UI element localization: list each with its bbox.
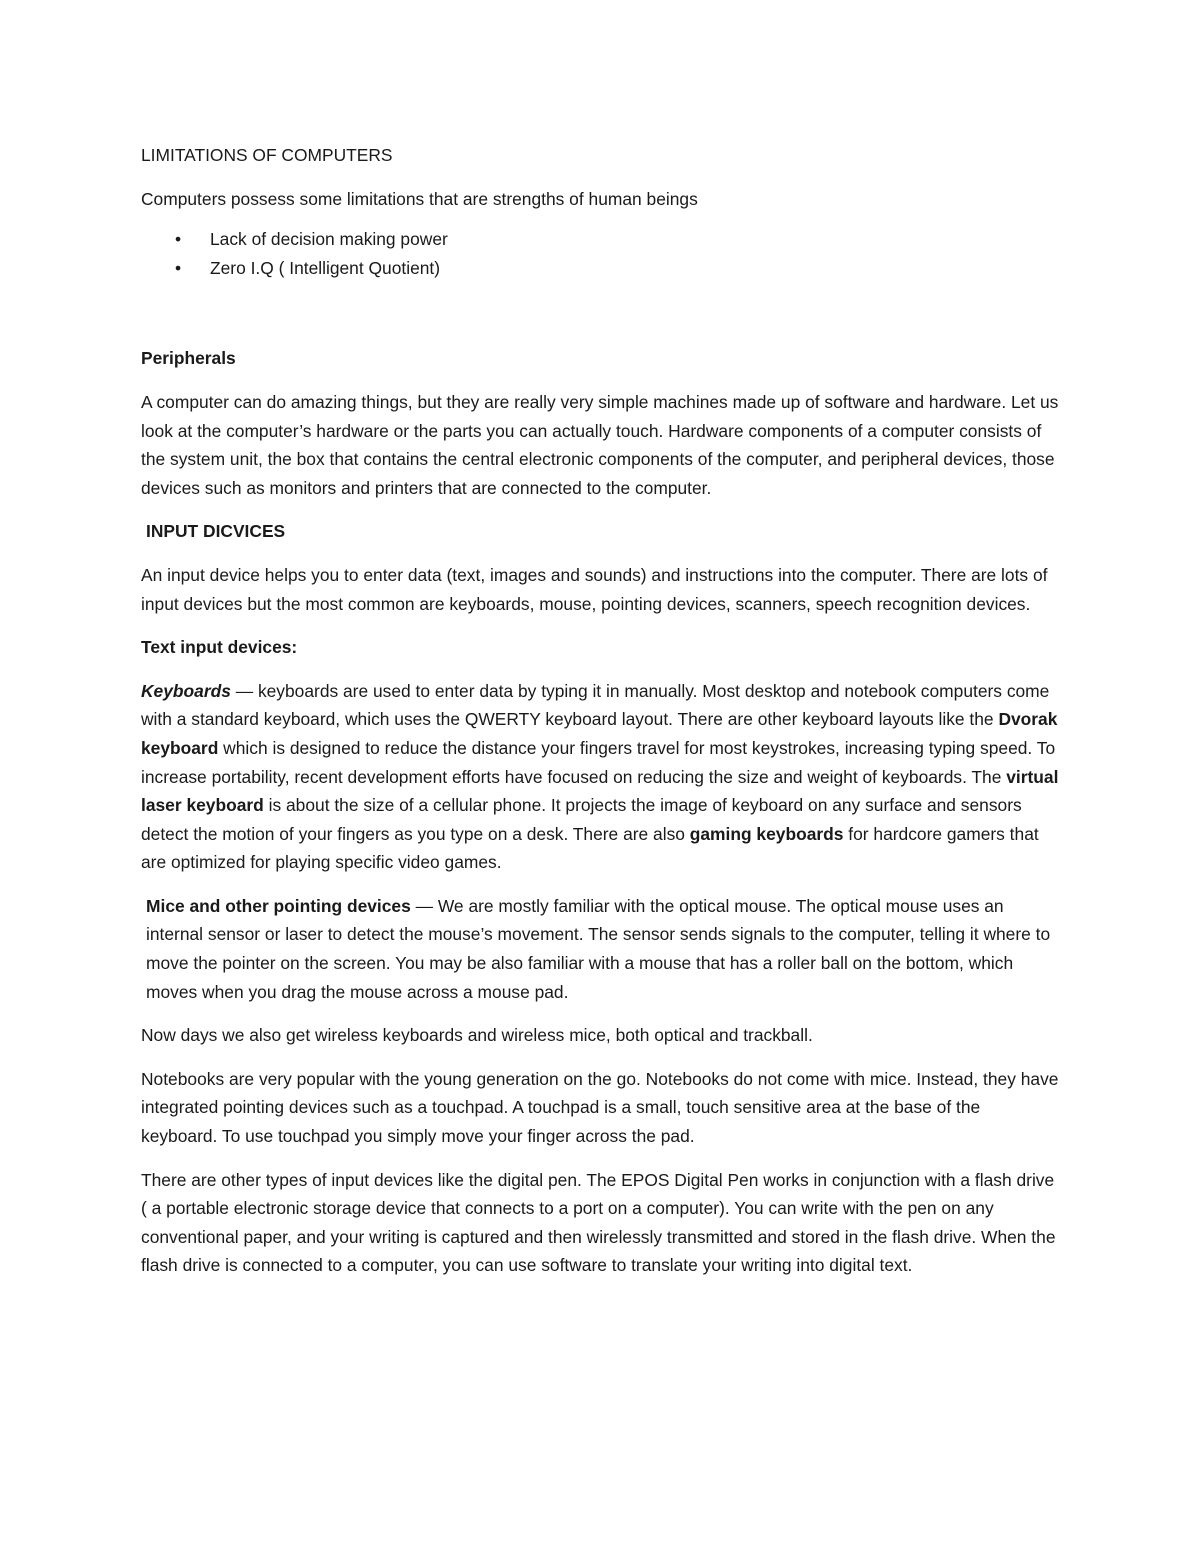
text-input-heading: Text input devices:	[141, 637, 298, 658]
keyboards-text-3: is about the size of a cellular phone. It projects the image of keyboard on any surface and sensors detect the motion of your fingers as you type on a desk. There are also	[141, 795, 1022, 844]
input-devices-paragraph: An input device helps you to enter data (text, images and sounds) and instructions into the computer. There are lots of input devices but the most common are keyboards, mouse, pointing devices, scanners, speech recognition devices.	[141, 564, 1048, 614]
list-item-text: Lack of decision making power	[210, 229, 448, 250]
mice-paragraph	[141, 892, 1061, 1006]
keyboards-text-4: for hardcore gamers that are optimized for playing specific video games.	[141, 823, 1039, 873]
input-devices-heading: INPUT DICVICES	[146, 521, 286, 542]
document-title: LIMITATIONS OF COMPUTERS	[141, 145, 393, 165]
list-item	[141, 225, 1061, 254]
wireless-paragraph: Now days we also get wireless keyboards and wireless mice, both optical and trackball.	[141, 1025, 813, 1046]
keyboards-term: Keyboards	[141, 680, 231, 701]
limitations-list	[141, 225, 1061, 282]
gaming-keyboards-term: gaming keyboards	[689, 823, 844, 844]
notebooks-paragraph: Notebooks are very popular with the young generation on the go. Notebooks do not come with mice. Instead, they have integrated pointing devices such as a touchpad. A touchpad is a small, touch sensitive area at the base of the keyboard. To use touchpad you simply move your finger across the pad.	[141, 1068, 1059, 1147]
mice-term: Mice and other pointing devices	[146, 895, 411, 916]
keyboards-text-2: which is designed to reduce the distance your fingers travel for most keystrokes, increasing typing speed. To increase portability, recent development efforts have focused on reducing the size and weight of keyboards. The	[141, 737, 1056, 787]
bullet-icon: •	[175, 257, 182, 278]
keyboards-paragraph	[141, 677, 1061, 877]
keyboards-text-1: — keyboards are used to enter data by typing it in manually. Most desktop and notebook computers come with a standard keyboard, which uses the QWERTY keyboard layout. There are other keyboard layouts like the	[141, 680, 1050, 730]
digital-pen-paragraph: There are other types of input devices like the digital pen. The EPOS Digital Pen works in conjunction with a flash drive ( a portable electronic storage device that connects to a port on a computer). You can write with the pen on any conventional paper, and your writing is captured and then wirelessly transmitted and stored in the flash drive. When the flash drive is connected to a computer, you can use software to translate your writing into digital text.	[141, 1169, 1056, 1276]
intro-paragraph: Computers possess some limitations that are strengths of human beings	[141, 188, 698, 209]
list-item-text: Zero I.Q ( Intelligent Quotient)	[210, 257, 441, 278]
peripherals-paragraph: A computer can do amazing things, but they are really very simple machines made up of software and hardware. Let us look at the computer’s hardware or the parts you can actually touch. Hardware components of a computer consists of the system unit, the box that contains the central electronic components of the computer, and peripheral devices, those devices such as monitors and printers that are connected to the computer.	[141, 391, 1059, 498]
peripherals-heading: Peripherals	[141, 348, 236, 369]
list-item	[141, 254, 1061, 283]
virtual-laser-term: virtual laser keyboard	[141, 766, 1059, 816]
document-page	[141, 141, 1061, 1295]
bullet-icon: •	[175, 229, 182, 250]
mice-text: — We are mostly familiar with the optical mouse. The optical mouse uses an internal sensor or laser to detect the mouse’s movement. The sensor sends signals to the computer, telling it where to move the pointer on the screen. You may be also familiar with a mouse that has a roller ball on the bottom, which moves when you drag the mouse across a mouse pad.	[146, 895, 1051, 1002]
dvorak-term: Dvorak keyboard	[141, 709, 1058, 758]
